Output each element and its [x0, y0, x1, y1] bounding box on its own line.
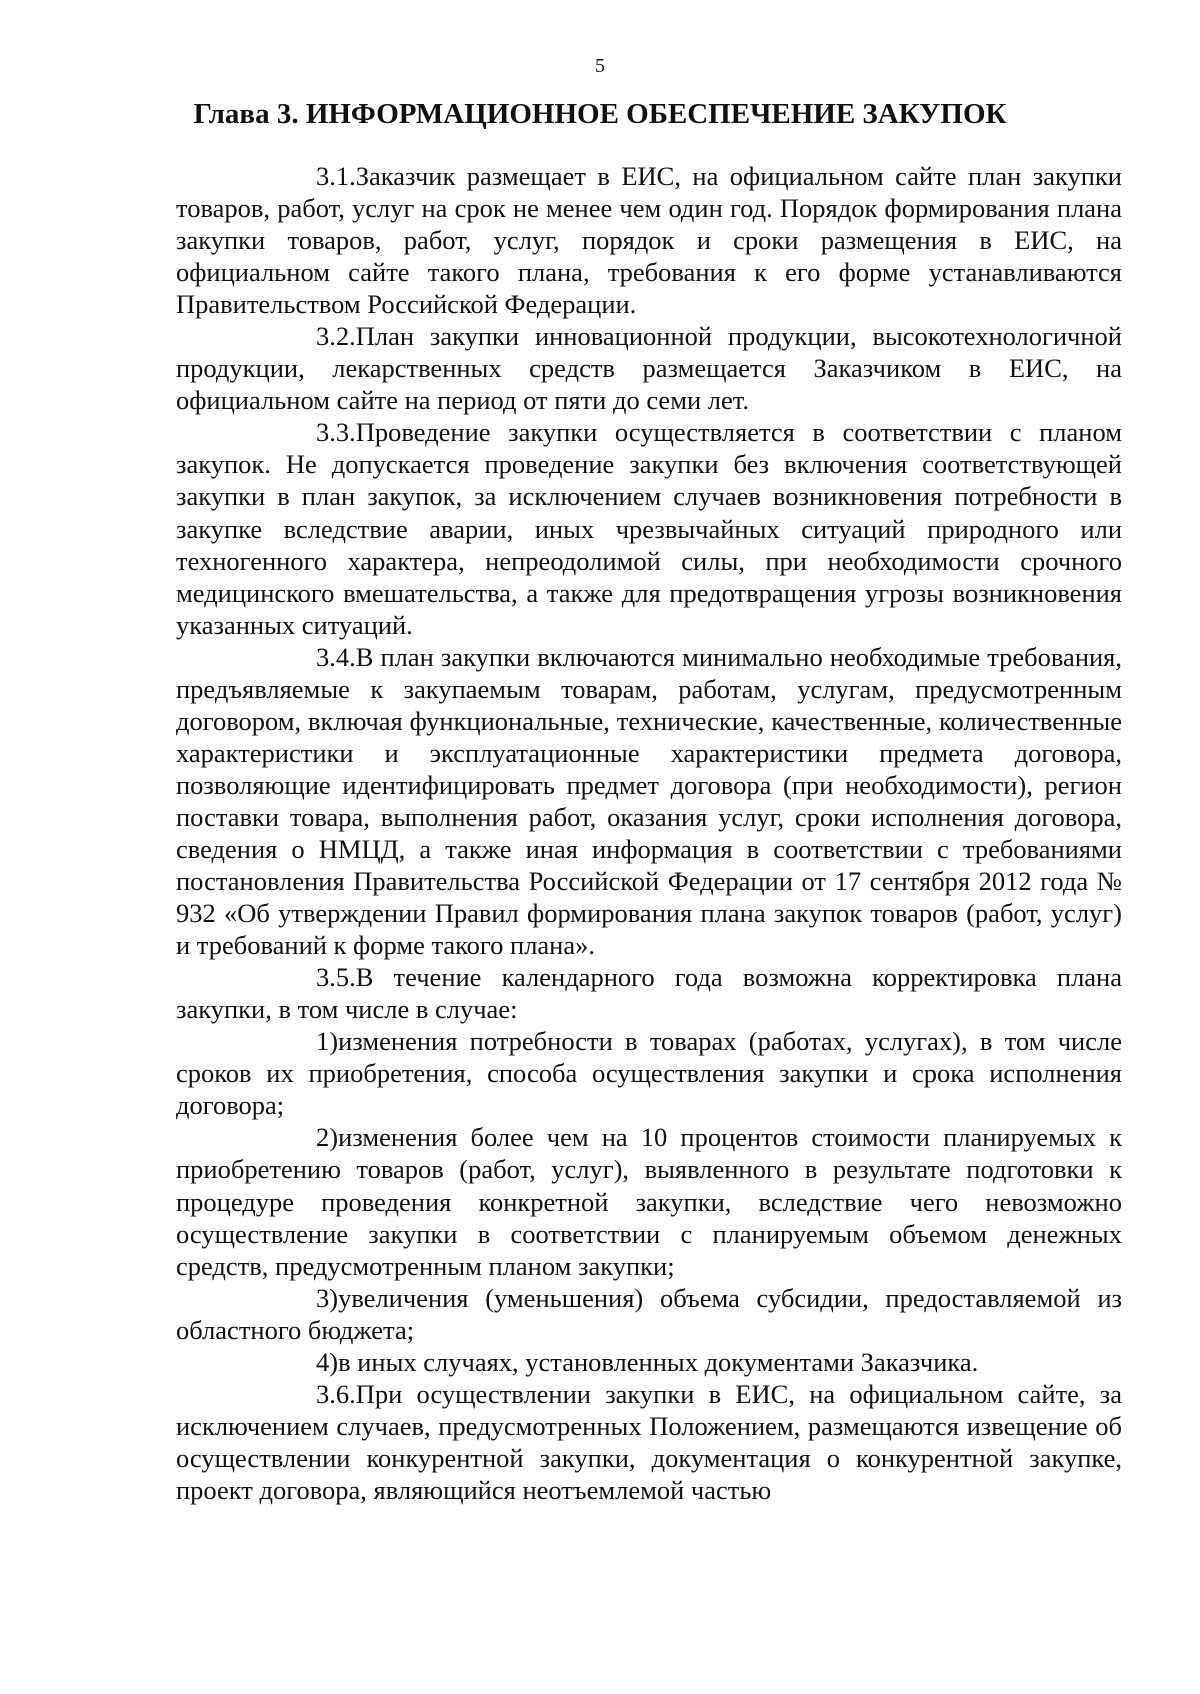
- list-item-3: [176, 1282, 1122, 1346]
- list-item-number: 2): [316, 1122, 339, 1153]
- paragraph-3-2: [176, 320, 1122, 416]
- list-item-number: 3): [316, 1282, 339, 1313]
- paragraph-3-3: [176, 416, 1122, 640]
- list-item-4: [176, 1346, 1122, 1378]
- list-item-text: увеличения (уменьшения) объема субсидии, предоставляемой из областного бюджета;: [176, 1282, 1122, 1345]
- paragraph-3-4: [176, 641, 1122, 961]
- paragraph-number: 3.2.: [316, 321, 356, 352]
- paragraph-text: План закупки инновационной продукции, высокотехнологичной продукции, лекарственных средств размещается Заказчиком в ЕИС, на официальном сайте на период от пяти до семи лет.: [176, 321, 1122, 416]
- paragraph-3-1: [176, 160, 1122, 320]
- list-item-1: [176, 1025, 1122, 1121]
- paragraph-text: Проведение закупки осуществляется в соответствии с планом закупок. Не допускается проведение закупки без включения соответствующей закупки в план закупок, за исключением случаев возникновения потребности в закупке вследствие аварии, иных чрезвычайных ситуаций природного или техногенного характера, непреодолимой силы, при необходимости срочного медицинского вмешательства, а также для предотвращения угрозы возникновения указанных ситуаций.: [176, 417, 1122, 640]
- list-item-text: в иных случаях, установленных документами Заказчика.: [338, 1346, 979, 1377]
- paragraph-text: В течение календарного года возможна корректировка плана закупки, в том числе в случае:: [176, 962, 1122, 1025]
- list-item-number: 1): [316, 1026, 339, 1057]
- paragraph-3-6: [176, 1378, 1122, 1506]
- paragraph-number: 3.4.: [316, 641, 356, 672]
- list-item-2: [176, 1121, 1122, 1281]
- paragraph-text: В план закупки включаются минимально необходимые требования, предъявляемые к закупаемым товарам, работам, услугам, предусмотренным договором, включая функциональные, технические, качественные, количественные характеристики и эксплуатационные характеристики предмета договора, позволяющие идентифицировать предмет договора (при необходимости), регион поставки товара, выполнения работ, оказания услуг, сроки исполнения договора, сведения о НМЦД, а также иная информация в соответствии с требованиями постановления Правительства Российской Федерации от 17 сентября 2012 года № 932 «Об утверждении Правил формирования плана закупок товаров (работ, услуг) и требований к форме такого плана».: [176, 641, 1122, 961]
- paragraph-number: 3.1.: [316, 161, 356, 191]
- list-item-number: 4): [316, 1346, 339, 1377]
- paragraph-3-5: [176, 961, 1122, 1025]
- chapter-title: Глава 3. ИНФОРМАЦИОННОЕ ОБЕСПЕЧЕНИЕ ЗАКУПОК: [193, 98, 1007, 130]
- paragraph-text: Заказчик размещает в ЕИС, на официальном сайте план закупки товаров, работ, услуг на срок не менее чем один год. Порядок формирования плана закупки товаров, работ, услуг, порядок и сроки размещения в ЕИС, на официальном сайте такого плана, требования к его форме устанавливаются Правительством Российской Федерации.: [176, 161, 1122, 320]
- paragraph-number: 3.3.: [316, 417, 356, 448]
- paragraph-number: 3.5.: [316, 962, 356, 993]
- paragraph-text: При осуществлении закупки в ЕИС, на официальном сайте, за исключением случаев, предусмотренных Положением, размещаются извещение об осуществлении конкурентной закупки, документация о конкурентной закупке, проект договора, являющийся неотъемлемой частью: [176, 1378, 1122, 1505]
- document-body: [176, 160, 1122, 1506]
- list-item-text: изменения потребности в товарах (работах, услугах), в том числе сроков их приобретения, способа осуществления закупки и срока исполнения договора;: [176, 1026, 1122, 1121]
- paragraph-number: 3.6.: [316, 1378, 356, 1409]
- list-item-text: изменения более чем на 10 процентов стоимости планируемых к приобретению товаров (работ, услуг), выявленного в результате подготовки к процедуре проведения конкретной закупки, вследствие чего невозможно осуществление закупки в соответствии с планируемым объемом денежных средств, предусмотренным планом закупки;: [176, 1122, 1122, 1281]
- page-number: 5: [595, 55, 605, 77]
